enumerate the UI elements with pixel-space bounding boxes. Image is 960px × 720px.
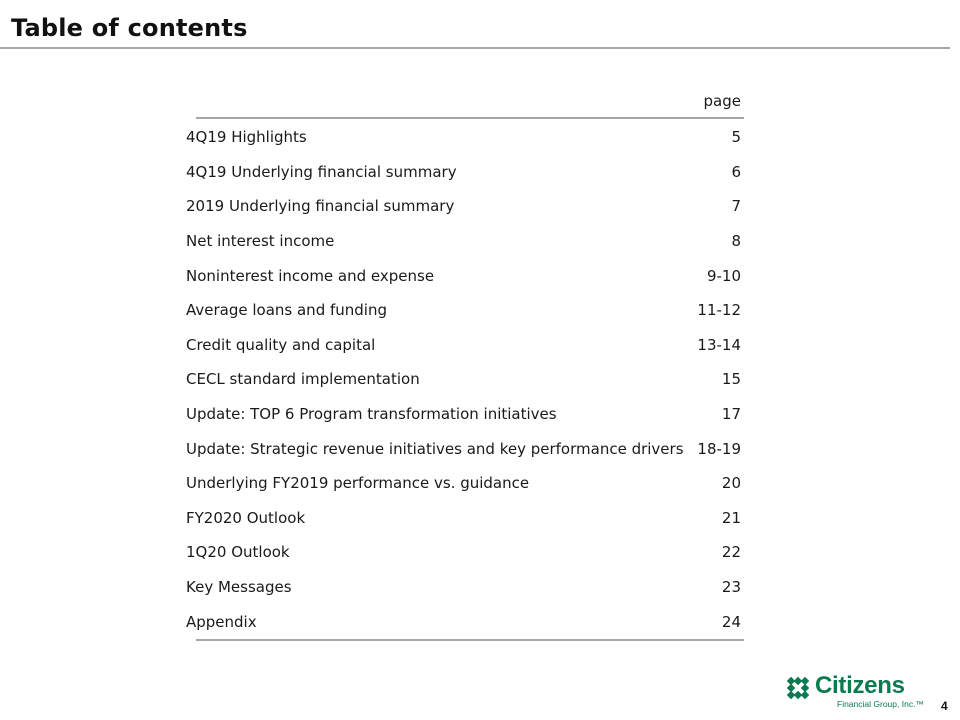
toc-row [184, 466, 744, 501]
toc-item-label: Key Messages [186, 578, 292, 597]
toc-item-label: 1Q20 Outlook [186, 543, 290, 562]
citizens-logo-mark-icon [786, 676, 810, 700]
logo-text [815, 674, 924, 709]
toc-bottom-divider [196, 639, 744, 641]
toc-item-label: CECL standard implementation [186, 370, 420, 389]
toc-row [184, 258, 744, 293]
toc-row [184, 431, 744, 466]
toc-item-page: 23 [721, 578, 741, 597]
toc-item-label: Update: TOP 6 Program transformation initiatives [186, 405, 557, 424]
page-title: Table of contents [11, 14, 248, 42]
toc-item-page: 9-10 [706, 266, 741, 285]
page-column-header: page [703, 92, 741, 110]
toc-item-label: Average loans and funding [186, 301, 387, 320]
toc-row [184, 501, 744, 536]
title-divider [0, 47, 950, 49]
toc-row [184, 328, 744, 363]
toc-item-page: 24 [721, 612, 741, 631]
logo-name: Citizens [815, 672, 905, 699]
toc-row [184, 362, 744, 397]
toc-item-page: 21 [721, 508, 741, 527]
toc-item-page: 11-12 [697, 301, 741, 320]
toc-row [184, 189, 744, 224]
toc-item-page: 7 [731, 197, 741, 216]
table-of-contents [184, 86, 744, 641]
toc-list [184, 119, 744, 639]
toc-item-page: 18-19 [697, 439, 741, 458]
toc-item-label: Underlying FY2019 performance vs. guidance [186, 474, 530, 493]
toc-row [184, 155, 744, 190]
toc-item-label: Net interest income [186, 232, 335, 251]
toc-item-page: 13-14 [697, 335, 741, 354]
toc-item-label: Credit quality and capital [186, 335, 376, 354]
toc-row [184, 293, 744, 328]
toc-item-label: 4Q19 Underlying financial summary [186, 162, 457, 181]
toc-item-label: 4Q19 Highlights [186, 128, 307, 147]
toc-row [184, 224, 744, 259]
toc-item-label: Update: Strategic revenue initiatives and key performance drivers [186, 439, 684, 458]
toc-item-label: Appendix [186, 612, 257, 631]
citizens-logo [786, 674, 924, 709]
page-number: 4 [941, 699, 948, 713]
toc-row [184, 120, 744, 155]
toc-header [184, 86, 744, 116]
toc-item-page: 20 [721, 474, 741, 493]
logo-subtitle: Financial Group, Inc.™ [837, 699, 924, 709]
toc-item-label: Noninterest income and expense [186, 266, 435, 285]
toc-item-label: 2019 Underlying financial summary [186, 197, 455, 216]
toc-item-page: 5 [731, 128, 741, 147]
toc-item-page: 17 [721, 405, 741, 424]
toc-row [184, 604, 744, 639]
toc-item-page: 22 [721, 543, 741, 562]
toc-item-page: 8 [731, 232, 741, 251]
toc-row [184, 535, 744, 570]
toc-item-page: 15 [721, 370, 741, 389]
toc-row [184, 397, 744, 432]
toc-item-label: FY2020 Outlook [186, 508, 306, 527]
toc-row [184, 570, 744, 605]
toc-item-page: 6 [731, 162, 741, 181]
